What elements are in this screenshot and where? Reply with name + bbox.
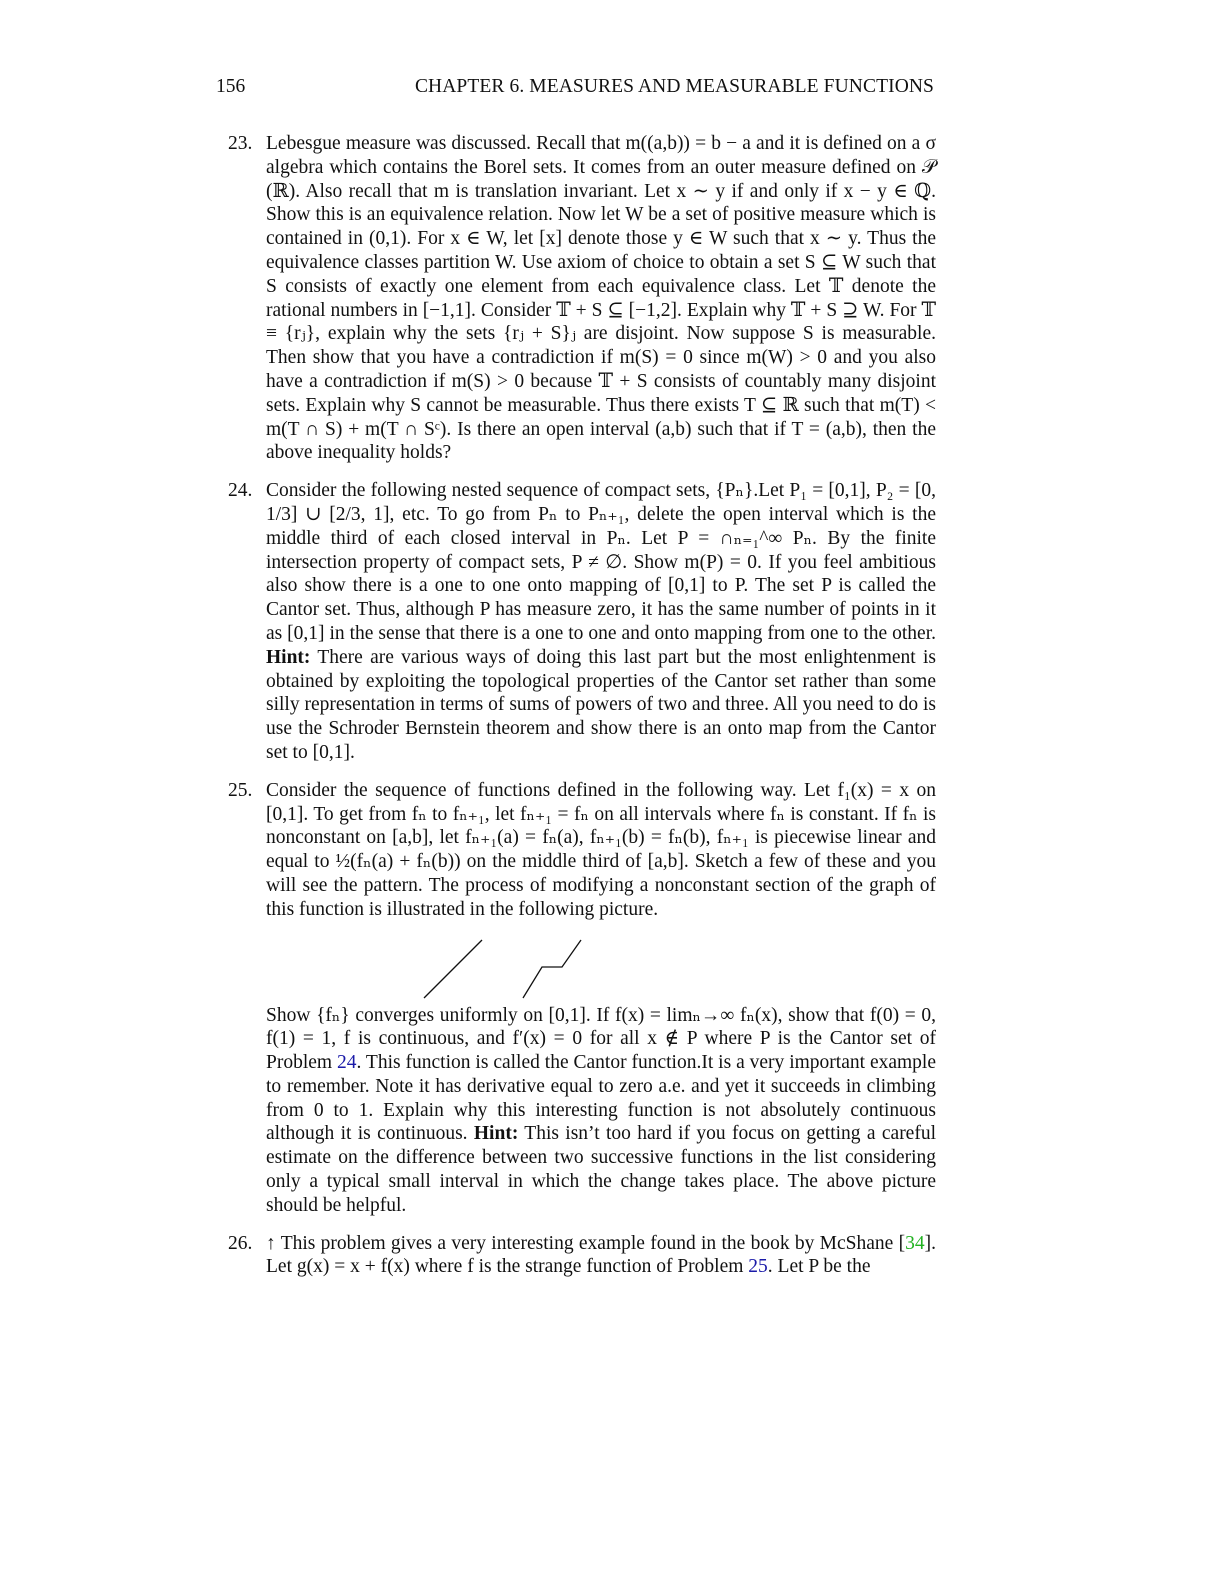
problem-text-continued: Show {fₙ} converges uniformly on [0,1]. If f(x) = limₙ→∞ fₙ(x), show that f(0) = 0, f(1) = 1, f is continuous, and f′(x) = 0 for all x ∉ P where P is the Cantor set of Problem 24. This function is called the Cantor function.It is a very important example to remember. Note it has derivative equal to zero a.e. and yet it succeeds in climbing from 0 to 1. Explain why this interesting function is not absolutely continuous although it is continuous. Hint: This isn’t too hard if you focus on getting a careful estimate on the difference between two successive functions in the list considering only a typical small interval in which the change takes place. The above picture should be helpful.	[266, 1004, 937, 1216]
problem-ref-link[interactable]: 25	[748, 1256, 768, 1278]
page-number: 156	[216, 76, 246, 97]
hint-label: Hint:	[266, 646, 311, 668]
problem-number: 26.	[228, 1232, 253, 1254]
problem-26	[228, 1232, 936, 1280]
modified-segment	[523, 940, 581, 998]
problem-text: Consider the sequence of functions defined in the following way. Let f₁(x) = x on [0,1]. To get from fₙ to fₙ₊₁, let fₙ₊₁ = fₙ on all intervals where fₙ is constant. If fₙ is nonconstant on [a,b], let fₙ₊₁(a) = fₙ(a), fₙ₊₁(b) = fₙ(b), fₙ₊₁ is piecewise linear and equal to ½(fₙ(a) + fₙ(b)) on the middle third of [a,b]. Sketch a few of these and you will see the pattern. The process of modifying a nonconstant section of the graph of this function is illustrated in the following picture.	[266, 779, 936, 920]
cantor-step-figure	[266, 932, 936, 1000]
problem-25	[228, 779, 936, 1218]
chapter-title: CHAPTER 6. MEASURES AND MEASURABLE FUNCTIONS	[414, 76, 934, 97]
problem-text: ↑ This problem gives a very interesting example found in the book by McShane [34]. Let g(x) = x + f(x) where f is the strange function of Problem 25. Let P be the	[266, 1232, 936, 1278]
problem-number: 25.	[228, 779, 253, 801]
linear-segment	[424, 940, 482, 998]
problem-body: Consider the following nested sequence of compact sets, {Pₙ}.Let P₁ = [0,1], P₂ = [0, 1/3] ∪ [2/3, 1], etc. To go from Pₙ to Pₙ₊₁, delete the open interval which is the middle third of each closed interval in Pₙ. Let P = ∩ₙ₌₁^∞ Pₙ. By the finite intersection property of compact sets, P ≠ ∅. Show m(P) = 0. If you feel ambitious also show there is a one to one onto mapping of [0,1] to P. The set P is called the Cantor set. Thus, although P has measure zero, it has the same number of points in it as [0,1] in the sense that there is a one to one and onto mapping from one to the other.	[266, 480, 936, 644]
running-head	[216, 76, 934, 102]
problem-24	[228, 479, 936, 765]
problem-text: Lebesgue measure was discussed. Recall that m((a,b)) = b − a and it is defined on a σ algebra which contains the Borel sets. It comes from an outer measure defined on 𝒫 (ℝ). Also recall that m is translation invariant. Let x ∼ y if and only if x − y ∈ ℚ. Show this is an equivalence relation. Now let W be a set of positive measure which is contained in (0,1). For x ∈ W, let [x] denote those y ∈ W such that x ∼ y. Thus the equivalence classes partition W. Use axiom of choice to obtain a set S ⊆ W such that S consists of exactly one element from each equivalence class. Let 𝕋 denote the rational numbers in [−1,1]. Consider 𝕋 + S ⊆ [−1,2]. Explain why 𝕋 + S ⊇ W. For 𝕋 ≡ {rⱼ}, explain why the sets {rⱼ + S}ⱼ are disjoint. Now suppose S is measurable. Then show that you have a contradiction if m(S) = 0 since m(W) > 0 and you also have a contradiction if m(S) > 0 because 𝕋 + S consists of countably many disjoint sets. Explain why S cannot be measurable. Thus there exists T ⊆ ℝ such that m(T) < m(T ∩ S) + m(T ∩ Sᶜ). Is there an open interval (a,b) such that if T = (a,b), then the above inequality holds?	[266, 133, 936, 464]
hint-text: This isn’t too hard if you focus on getting a careful estimate on the difference between two successive functions in the list considering only a typical small interval in which the change takes place. The above picture should be helpful.	[266, 1123, 937, 1216]
hint-text: There are various ways of doing this last part but the most enlightenment is obtained by exploiting the topological properties of the Cantor set rather than some silly representation in terms of sums of powers of two and three. All you need to do is use the Schroder Bernstein theorem and show there is an onto map from the Cantor set to [0,1].	[266, 646, 936, 763]
problem-ref-link[interactable]: 24	[337, 1052, 357, 1074]
citation-link[interactable]: 34	[905, 1232, 925, 1254]
problem-number: 23.	[228, 133, 253, 154]
cantor-step-diagram	[266, 932, 974, 1000]
problem-23	[228, 132, 936, 465]
problem-number: 24.	[228, 480, 253, 502]
hint-label: Hint:	[473, 1123, 519, 1145]
problem-list	[228, 132, 936, 1293]
problem-text	[266, 479, 936, 765]
